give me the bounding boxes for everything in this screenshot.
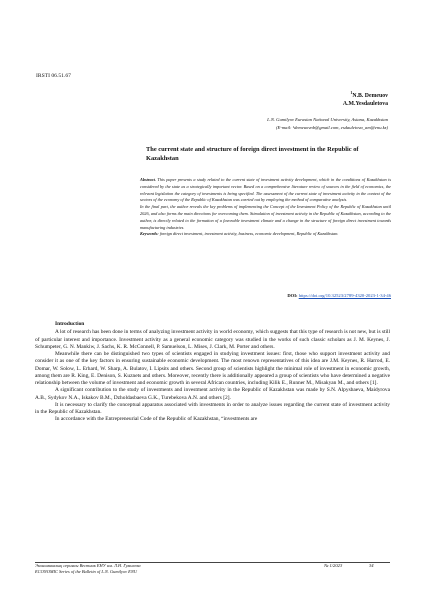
footer-journal-line-2: ECONOMIC Series of the Bulletin of L.N. Gumilyov ENU bbox=[35, 569, 137, 574]
page-number: 34 bbox=[369, 563, 374, 568]
paper-title: The current state and structure of foreign direct investment in the Republic of Kazakhstan bbox=[146, 146, 359, 162]
abstract-text-1: This paper presents a study related to the current state of investment activity development, which in the conditions of Kazakhstan is considered by the state as a strategically important vector. Based on a comprehensive literature review of sources in the field of economics, the relevant legislation the category of investments is being specified. The assessment of the current state of investment activity in the context of the sectors of the economy of the Republic of Kazakhstan was carried out by employing the method of comparative analysis. bbox=[140, 177, 391, 203]
doi-link[interactable]: https://doi.org/10.32523/2789-4320-2023-1-34-46 bbox=[298, 293, 391, 298]
keywords-text: foreign direct investment, investment activity, business, economic development, Republic of Kazakhstan. bbox=[159, 231, 339, 237]
author-1-name: N.B. Demeuov bbox=[352, 92, 388, 99]
abstract bbox=[140, 177, 391, 238]
affiliation-line-2: (E-mail: ¹demeuovnb@gmail.com, esdauletova_am@enu.kz) bbox=[275, 125, 388, 130]
author-2: A.M.Yesdauletova bbox=[342, 101, 388, 107]
footer-journal bbox=[35, 563, 141, 575]
footer-issue: № 1/2023 bbox=[324, 563, 343, 568]
irsti-code: IRSTI 06.51.67 bbox=[36, 73, 71, 79]
abstract-label: Abstract. bbox=[140, 177, 156, 182]
footer-journal-line-1: Экономикалық сериясы Вестник ЕНУ им. Л.Н. Гумилева bbox=[35, 563, 141, 568]
body-paragraph-4: It is necessary to clarify the conceptual apparatus associated with investments in order to analyze issues regarding the current state of investment activity in the Republic of Kazakhstan. bbox=[35, 401, 390, 415]
abstract-paragraph-1 bbox=[140, 177, 391, 204]
body-paragraph-2: Meanwhile there can be distinguished two types of scientists engaged in studying investment issues: first, those who support investment activity and consider it as one of the key factors in ensuring sustainable economic development. The most renown representatives of this idea are J.M. Keynes, R. Harrod, E. Domar, W. Solow, L. Erhard, W. Sharp, A. Bulatov, I. Lipsits and others. Second group of scientists highlight the minimal role of investment in economic growth, among them are R. King, E. Denison, S. Kuznets and others. Moreover, recently there is additionally appeared a group of scientists who have determined a negative relationship between the volume of investment and economic growth in several African countries, including Kilik E., Runner M., Misakyan M., and others [1]. bbox=[35, 351, 390, 386]
author-1-superscript: 1 bbox=[350, 90, 353, 95]
body-text bbox=[35, 321, 390, 424]
author-1 bbox=[350, 90, 388, 99]
body-paragraph-5: In accordance with the Entrepreneurial Code of the Republic of Kazakhstan, “investments are bbox=[55, 416, 258, 423]
affiliation-line-1: L.N. Gumilyov Eurasian National University, Astana, Kazakhstan bbox=[267, 117, 388, 122]
doi-label: DOI: bbox=[287, 293, 298, 298]
section-heading-introduction: Introduction bbox=[55, 321, 85, 327]
keywords bbox=[140, 231, 391, 238]
body-paragraph-3: A significant contribution to the study of investments and investment activity in the Republic of Kazakhstan was made by S.N. Alpysbaeva, Maidyrova A.B., Sydykov N.A., Iskakov B.M., Dzholdasbaeva G.K., Turebekova A.N. and others [2]. bbox=[35, 387, 390, 401]
doi bbox=[287, 293, 391, 298]
abstract-paragraph-2: In the final part, the author reveals the key problems of implementing the Concept of the Investment Policy of the Republic of Kazakhstan until 2026, and also forms the main directions for overcoming them. Stimulation of investment activity in the Republic of Kazakhstan, according to the author, is directly related to the formation of a favorable investment climate and a change in the structure of foreign direct investment towards manufacturing industries. bbox=[140, 204, 391, 230]
keywords-label: Keywords: bbox=[140, 231, 159, 237]
body-paragraph-1: A lot of research has been done in terms of analyzing investment activity in world economy, which suggests that this type of research is not new, but is still of particular interest and importance. Investment activity as a general economic category was studied in the works of such classic scholars as J. M. Keynes, J. Schumpeter, G. N. Mankiw, J. Sachs, K. R. McConnell, P. Samuelson, L. Mises, J. Clark, M. Porter and others. bbox=[35, 329, 390, 350]
